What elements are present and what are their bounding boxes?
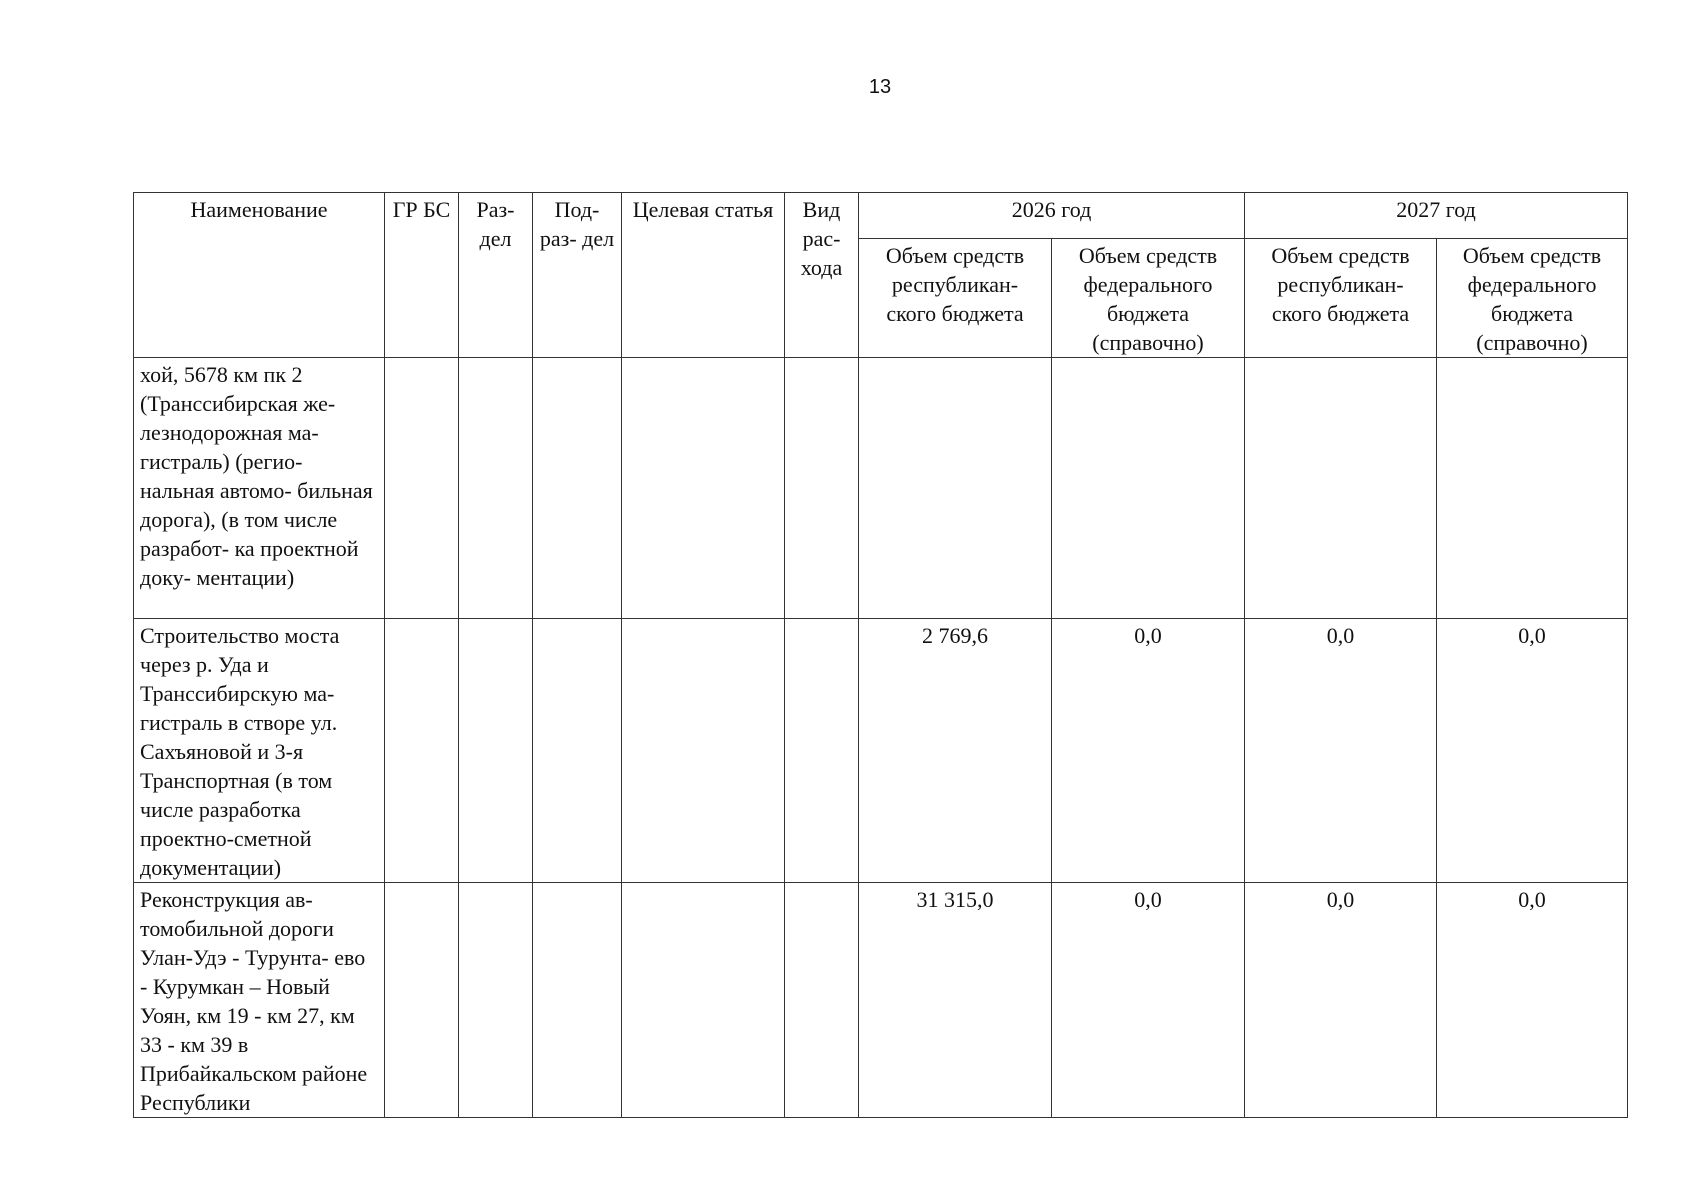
row-federal-2027: 0,0: [1437, 883, 1628, 1118]
header-name: Наименование: [134, 193, 385, 358]
header-year-2026: 2026 год: [859, 193, 1245, 239]
row-expense-type: [785, 358, 859, 619]
header-federal-2026: Объем средств федерального бюджета (справочно): [1052, 239, 1245, 358]
row-grbs: [385, 619, 459, 883]
header-republic-2026: Объем средств республикан- ского бюджета: [859, 239, 1052, 358]
header-federal-2027: Объем средств федерального бюджета (справочно): [1437, 239, 1628, 358]
header-year-2027: 2027 год: [1245, 193, 1628, 239]
table-row: [134, 358, 1628, 619]
row-expense-type: [785, 883, 859, 1118]
row-expense-type: [785, 619, 859, 883]
header-grbs: ГР БС: [385, 193, 459, 358]
row-federal-2026: 0,0: [1052, 619, 1245, 883]
table-row: [134, 883, 1628, 1118]
row-podrazdel: [533, 619, 622, 883]
row-razdel: [459, 358, 533, 619]
table-header: [134, 193, 1628, 358]
table-row: [134, 619, 1628, 883]
row-podrazdel: [533, 883, 622, 1118]
row-name: Строительство моста через р. Уда и Транссибирскую ма- гистраль в створе ул. Сахъяновой и 3-я Транспортная (в том числе разработка проектно-сметной документации): [134, 619, 385, 883]
budget-table: [133, 192, 1628, 1118]
row-republic-2027: 0,0: [1245, 883, 1437, 1118]
header-target-article: Целевая статья: [622, 193, 785, 358]
row-republic-2027: 0,0: [1245, 619, 1437, 883]
header-expense-type: Вид рас- хода: [785, 193, 859, 358]
row-republic-2026: 2 769,6: [859, 619, 1052, 883]
page-number: 13: [868, 76, 892, 98]
row-target-article: [622, 358, 785, 619]
row-federal-2027: [1437, 358, 1628, 619]
row-name: Реконструкция ав- томобильной дороги Улан-Удэ - Турунта- ево - Курумкан – Новый Уоян, км 19 - км 27, км 33 - км 39 в Прибайкальском районе Республики: [134, 883, 385, 1118]
header-podrazdel: Под- раз- дел: [533, 193, 622, 358]
row-name: хой, 5678 км пк 2 (Транссибирская же- лезнодорожная ма- гистраль) (регио- нальная автомо- бильная дорога), (в том числе разработ- ка проектной доку- ментации): [134, 358, 385, 619]
row-federal-2027: 0,0: [1437, 619, 1628, 883]
header-razdel: Раз- дел: [459, 193, 533, 358]
row-razdel: [459, 883, 533, 1118]
table-body: [134, 358, 1628, 1118]
row-target-article: [622, 619, 785, 883]
header-republic-2027: Объем средств республикан- ского бюджета: [1245, 239, 1437, 358]
row-grbs: [385, 883, 459, 1118]
row-podrazdel: [533, 358, 622, 619]
row-razdel: [459, 619, 533, 883]
row-republic-2026: [859, 358, 1052, 619]
row-federal-2026: [1052, 358, 1245, 619]
row-federal-2026: 0,0: [1052, 883, 1245, 1118]
row-target-article: [622, 883, 785, 1118]
row-republic-2027: [1245, 358, 1437, 619]
row-republic-2026: 31 315,0: [859, 883, 1052, 1118]
row-grbs: [385, 358, 459, 619]
